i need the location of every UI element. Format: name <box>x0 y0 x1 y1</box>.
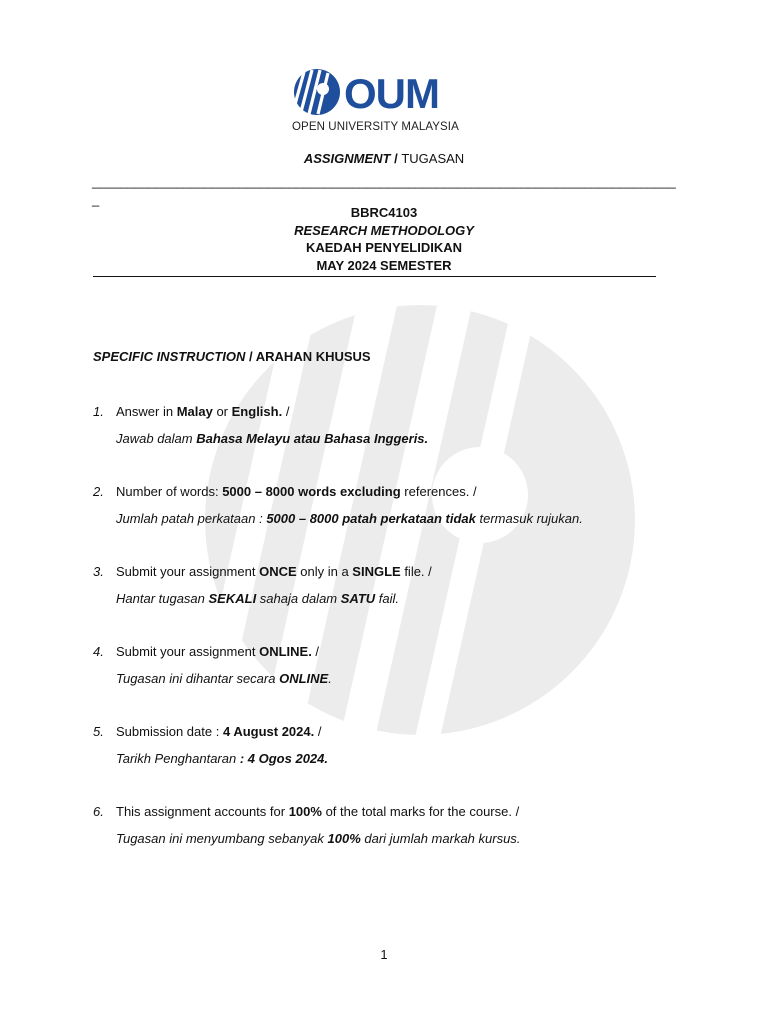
instruction-segment: Jumlah patah perkataan : <box>116 511 267 526</box>
instruction-segment: 100% <box>288 804 322 819</box>
instruction-text-english <box>116 643 319 661</box>
instruction-segment: SATU <box>340 591 376 606</box>
instruction-segment: Number of words: <box>116 484 223 499</box>
instruction-segment: only in a <box>296 564 353 579</box>
instruction-text-malay <box>116 430 428 448</box>
instruction-segment: of the total marks for the course. / <box>321 804 520 819</box>
instruction-segment: references. / <box>400 484 477 499</box>
instruction-segment: ONCE <box>259 564 297 579</box>
instructions-heading-en: SPECIFIC INSTRUCTION <box>93 349 246 364</box>
instruction-segment: or <box>212 404 232 419</box>
instruction-number: 2. <box>93 484 104 499</box>
divider-rule-tail: _ <box>92 192 100 207</box>
instruction-segment: 4 August 2024. <box>222 724 315 739</box>
instruction-text-english <box>116 403 289 421</box>
instruction-segment: Malay <box>176 404 213 419</box>
instructions-heading <box>93 349 371 364</box>
instruction-segment: / <box>282 404 290 419</box>
page-number: 1 <box>380 947 388 962</box>
instruction-segment: file. / <box>400 564 432 579</box>
instruction-number: 6. <box>93 804 104 819</box>
instruction-segment: . <box>328 671 332 686</box>
instruction-segment: Tugasan ini dihantar secara <box>116 671 280 686</box>
instruction-segment: Tarikh Penghantaran <box>116 751 240 766</box>
instruction-text-english <box>116 723 321 741</box>
instruction-segment: SEKALI <box>208 591 257 606</box>
instruction-number: 5. <box>93 724 104 739</box>
instruction-segment: 5000 – 8000 patah perkataan tidak <box>266 511 476 526</box>
instruction-number: 1. <box>93 404 104 419</box>
instruction-segment: Jawab dalam <box>116 431 197 446</box>
instruction-segment: 5000 – 8000 words excluding <box>222 484 401 499</box>
instruction-text-english <box>116 563 432 581</box>
semester-label: MAY 2024 SEMESTER <box>316 258 452 273</box>
instruction-segment: / <box>311 644 320 659</box>
instruction-segment: / <box>314 724 322 739</box>
instruction-segment: fail. <box>375 591 400 606</box>
instruction-segment: Submit your assignment <box>116 644 260 659</box>
instruction-segment: Bahasa Melayu atau Bahasa Inggeris. <box>196 431 429 446</box>
instruction-segment: SINGLE <box>352 564 401 579</box>
instructions-heading-ms: ARAHAN KHUSUS <box>255 349 371 364</box>
instruction-text-malay <box>116 750 328 768</box>
title-separator: / <box>390 151 402 166</box>
instruction-segment: Hantar tugasan <box>116 591 209 606</box>
logo-wordmark: OUM <box>344 70 439 117</box>
instruction-segment: dari jumlah markah kursus. <box>360 831 521 846</box>
assignment-title-ms: TUGASAN <box>401 151 465 166</box>
header-underline <box>93 276 656 277</box>
instruction-segment: sahaja dalam <box>256 591 341 606</box>
instruction-text-english <box>116 803 519 821</box>
instruction-segment: 100% <box>327 831 361 846</box>
instruction-segment: Submission date : <box>116 724 223 739</box>
instruction-text-malay <box>116 510 583 528</box>
course-title-en: RESEARCH METHODOLOGY <box>294 223 474 238</box>
logo-university-name: OPEN UNIVERSITY MALAYSIA <box>292 121 459 133</box>
instruction-text-malay <box>116 670 332 688</box>
instruction-text-english <box>116 483 477 501</box>
divider-rule: ___________________________________________________________________________________ <box>92 174 676 189</box>
instructions-heading-sep: / <box>245 349 256 364</box>
course-code: BBRC4103 <box>350 205 418 220</box>
instruction-segment: Submit your assignment <box>116 564 260 579</box>
assignment-title-en: ASSIGNMENT <box>303 151 391 166</box>
instruction-number: 3. <box>93 564 104 579</box>
instruction-segment: English. <box>231 404 283 419</box>
instruction-segment: ONLINE <box>279 671 329 686</box>
instruction-segment: Answer in <box>116 404 177 419</box>
instruction-text-malay <box>116 830 520 848</box>
instruction-number: 4. <box>93 644 104 659</box>
instruction-segment: : 4 Ogos 2024. <box>239 751 328 766</box>
instruction-segment: termasuk rujukan. <box>475 511 583 526</box>
instruction-segment: This assignment accounts for <box>116 804 289 819</box>
course-title-ms: KAEDAH PENYELIDIKAN <box>305 240 462 255</box>
instruction-segment: Tugasan ini menyumbang sebanyak <box>116 831 328 846</box>
instruction-segment: ONLINE. <box>259 644 312 659</box>
instruction-text-malay <box>116 590 399 608</box>
assignment-title <box>0 150 768 168</box>
